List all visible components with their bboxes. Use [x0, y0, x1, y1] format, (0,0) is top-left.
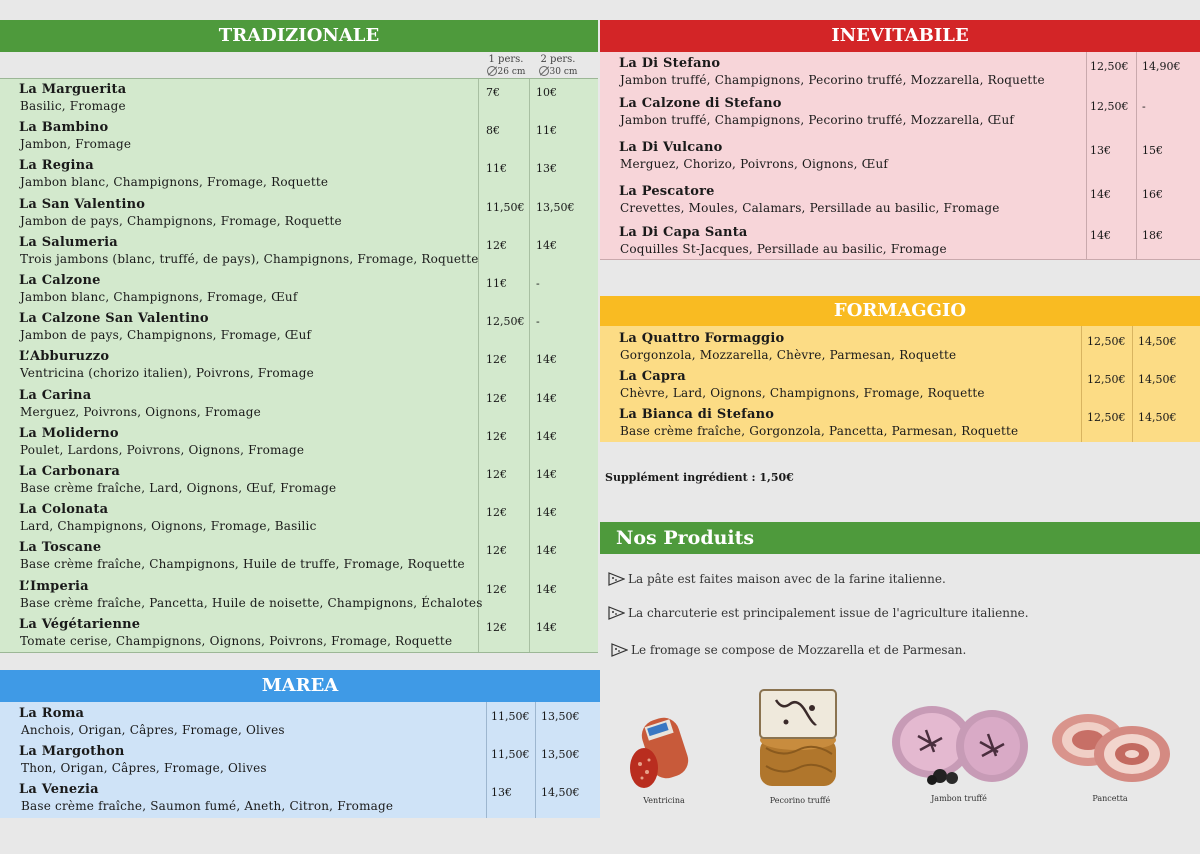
pizza-name: La Colonata	[19, 502, 109, 518]
pizza-ingredients: Base crème fraîche, Champignons, Huile de truffe, Fromage, Roquette	[20, 557, 465, 572]
pizza-name: La Di Stefano	[619, 56, 721, 71]
pizza-name: La Di Vulcano	[619, 140, 723, 155]
price-2-pers: 13,50€	[541, 748, 580, 761]
col-2-pers	[533, 54, 583, 78]
pizza-name: La San Valentino	[19, 196, 146, 212]
pizza-slice-icon	[611, 643, 628, 657]
price-2-pers: 14€	[536, 582, 557, 596]
menu-item	[600, 96, 1200, 136]
pizza-ingredients: Gorgonzola, Mozzarella, Chèvre, Parmesan, Roquette	[620, 348, 957, 362]
price-1-pers: 12,50€	[1090, 100, 1129, 113]
ventricina-caption: Ventricina	[643, 796, 685, 805]
price-2-pers: 13€	[536, 162, 557, 176]
price-2-pers: 14,50€	[1138, 335, 1177, 348]
pizza-name: La Venezia	[19, 782, 99, 797]
pizza-name: La Bianca di Stefano	[619, 407, 775, 422]
menu-item	[0, 120, 598, 158]
pizza-name: L’Abburuzzo	[19, 349, 110, 365]
menu-item	[0, 426, 598, 464]
pizza-ingredients: Jambon blanc, Champignons, Fromage, Œuf	[20, 290, 298, 304]
menu-item	[0, 82, 598, 120]
price-1-pers: 14€	[1090, 229, 1111, 242]
produit-bullet: La charcuterie est principalement issue de l'agriculture italienne.	[608, 606, 1029, 620]
menu-item	[0, 235, 598, 273]
pizza-name: La Carina	[19, 387, 92, 403]
price-1-pers: 12,50€	[1087, 411, 1126, 424]
pancetta-caption: Pancetta	[1092, 794, 1128, 803]
tradizionale-title: TRADIZIONALE	[218, 25, 380, 46]
ventricina-image	[622, 712, 706, 790]
pizza-slice-icon	[608, 606, 625, 620]
price-2-pers: -	[536, 315, 540, 329]
col-1-pers	[481, 54, 531, 78]
formaggio-header	[600, 296, 1200, 326]
pizza-ingredients: Thon, Origan, Câpres, Fromage, Olives	[21, 761, 267, 775]
price-1-pers: 12€	[486, 429, 507, 443]
marea-header	[0, 670, 600, 702]
produits-title: Nos Produits	[616, 527, 755, 549]
price-2-pers: 11€	[536, 124, 557, 138]
menu-item	[0, 158, 598, 196]
pizza-ingredients: Merguez, Poivrons, Oignons, Fromage	[20, 404, 261, 419]
price-2-pers: 10€	[536, 86, 557, 99]
col-1-size: 26 cm	[481, 66, 531, 78]
price-2-pers: 14,50€	[1138, 373, 1177, 386]
pizza-name: La Moliderno	[19, 425, 119, 441]
price-1-pers: 12€	[486, 391, 507, 405]
price-2-pers: 14€	[536, 620, 557, 634]
price-1-pers: 12€	[486, 238, 507, 252]
pizza-ingredients: Merguez, Chorizo, Poivrons, Oignons, Œuf	[620, 157, 889, 171]
price-1-pers: 12€	[486, 506, 507, 520]
price-2-pers: 13,50€	[541, 710, 580, 723]
price-1-pers: 11,50€	[491, 748, 530, 761]
price-1-pers: 13€	[491, 786, 512, 799]
pizza-ingredients: Base crème fraîche, Gorgonzola, Pancetta, Parmesan, Roquette	[620, 424, 1019, 438]
inevitabile-list	[600, 52, 1200, 260]
pizza-ingredients: Jambon de pays, Champignons, Fromage, Roquette	[20, 213, 342, 228]
menu-item	[0, 349, 598, 387]
supplement-note: Supplément ingrédient : 1,50€	[605, 471, 794, 484]
col-1-label: 1 pers.	[488, 54, 524, 65]
menu-item	[0, 502, 598, 540]
pizza-ingredients: Base crème fraîche, Pancetta, Huile de noisette, Champignons, Échalotes	[20, 595, 483, 610]
price-1-pers: 12,50€	[486, 315, 525, 329]
pizza-name: La Calzone San Valentino	[19, 311, 209, 327]
pizza-name: La Capra	[619, 369, 686, 384]
menu-item	[0, 540, 598, 578]
pizza-name: La Regina	[19, 158, 94, 174]
jambon-truffe-image	[888, 702, 1030, 788]
marea-title: MAREA	[261, 675, 339, 696]
price-2-pers: 18€	[1142, 229, 1163, 242]
price-1-pers: 12,50€	[1090, 60, 1129, 73]
price-1-pers: 11,50€	[486, 200, 525, 214]
price-2-pers: 14,50€	[1138, 411, 1177, 424]
price-2-pers: 14€	[536, 506, 557, 520]
pizza-name: La Marguerita	[19, 82, 127, 97]
pizza-ingredients: Coquilles St-Jacques, Persillade au basilic, Fromage	[620, 242, 947, 256]
pizza-name: La Roma	[19, 706, 85, 721]
jambon-truffe-caption: Jambon truffé	[931, 794, 987, 803]
pizza-name: La Pescatore	[619, 184, 715, 199]
price-2-pers: -	[1142, 100, 1146, 113]
price-1-pers: 14€	[1090, 188, 1111, 201]
product-pancetta	[1048, 706, 1172, 803]
menu-item	[0, 311, 598, 349]
pizza-ingredients: Base crème fraîche, Lard, Oignons, Œuf, Fromage	[20, 481, 337, 495]
menu-item	[0, 464, 598, 502]
price-1-pers: 8€	[486, 124, 500, 138]
price-1-pers: 7€	[486, 86, 500, 99]
menu-item	[0, 782, 600, 820]
price-2-pers: 13,50€	[536, 200, 575, 214]
pizza-ingredients: Crevettes, Moules, Calamars, Persillade au basilic, Fromage	[620, 201, 1000, 215]
price-1-pers: 12€	[486, 353, 507, 367]
price-2-pers: 14€	[536, 391, 557, 405]
pizza-ingredients: Trois jambons (blanc, truffé, de pays), Champignons, Fromage, Roquette	[20, 251, 479, 266]
menu-item	[0, 744, 600, 782]
product-jambon-truffe	[888, 702, 1030, 803]
menu-item	[0, 197, 598, 235]
price-1-pers: 12€	[486, 468, 507, 481]
pizza-ingredients: Jambon truffé, Champignons, Pecorino truffé, Mozzarella, Œuf	[620, 113, 1015, 127]
pancetta-image	[1048, 706, 1172, 788]
price-1-pers: 12€	[486, 544, 507, 558]
formaggio-list	[600, 326, 1200, 442]
product-ventricina	[622, 712, 706, 805]
pizza-ingredients: Jambon truffé, Champignons, Pecorino truffé, Mozzarella, Roquette	[620, 73, 1045, 87]
inevitabile-header	[600, 20, 1200, 52]
pizza-ingredients: Chèvre, Lard, Oignons, Champignons, Fromage, Roquette	[620, 386, 985, 400]
menu-item	[600, 407, 1200, 445]
col-2-label: 2 pers.	[540, 54, 576, 65]
tradizionale-list	[0, 79, 598, 653]
pizza-ingredients: Anchois, Origan, Câpres, Fromage, Olives	[21, 723, 285, 737]
tradizionale-column-headers	[0, 52, 598, 79]
menu-item	[600, 369, 1200, 407]
pizza-name: La Végétarienne	[19, 616, 141, 632]
pizza-name: La Margothon	[19, 744, 125, 759]
pizza-ingredients: Ventricina (chorizo italien), Poivrons, Fromage	[20, 366, 314, 381]
pizza-ingredients: Tomate cerise, Champignons, Oignons, Poivrons, Fromage, Roquette	[20, 633, 453, 648]
price-1-pers: 11,50€	[491, 710, 530, 723]
pecorino-image	[752, 688, 848, 790]
price-2-pers: 14€	[536, 544, 557, 558]
menu-item	[600, 331, 1200, 369]
product-pecorino	[752, 688, 848, 805]
price-2-pers: 14€	[536, 468, 557, 481]
pizza-name: La Bambino	[19, 120, 109, 136]
pizza-name: La Toscane	[19, 540, 102, 556]
pizza-name: La Calzone di Stefano	[619, 96, 782, 111]
pizza-slice-icon	[608, 572, 625, 586]
price-1-pers: 12€	[486, 620, 507, 634]
price-1-pers: 11€	[486, 162, 507, 176]
marea-list	[0, 702, 600, 818]
pizza-ingredients: Lard, Champignons, Oignons, Fromage, Basilic	[20, 519, 317, 534]
diameter-icon	[539, 66, 549, 76]
diameter-icon	[487, 66, 497, 76]
menu-item	[0, 388, 598, 426]
menu-item	[600, 140, 1200, 180]
price-2-pers: 16€	[1142, 188, 1163, 201]
price-2-pers: 14€	[536, 429, 557, 443]
price-2-pers: 14€	[536, 353, 557, 367]
menu-item	[600, 56, 1200, 96]
tradizionale-header	[0, 20, 598, 52]
price-2-pers: 15€	[1142, 144, 1163, 157]
pizza-ingredients: Jambon, Fromage	[20, 137, 132, 152]
formaggio-title: FORMAGGIO	[833, 300, 967, 321]
menu-item	[600, 225, 1200, 265]
pizza-name: La Carbonara	[19, 464, 121, 479]
price-2-pers: 14,50€	[541, 786, 580, 799]
price-1-pers: 11€	[486, 277, 507, 290]
price-2-pers: -	[536, 277, 540, 290]
pizza-ingredients: Base crème fraîche, Saumon fumé, Aneth, Citron, Fromage	[21, 799, 394, 813]
price-1-pers: 12€	[486, 582, 507, 596]
pecorino-caption: Pecorino truffé	[769, 796, 831, 805]
pizza-name: La Quattro Formaggio	[619, 331, 785, 346]
price-1-pers: 13€	[1090, 144, 1111, 157]
menu-item	[0, 706, 600, 744]
price-1-pers: 12,50€	[1087, 335, 1126, 348]
pizza-ingredients: Basilic, Fromage	[20, 99, 126, 113]
price-1-pers: 12,50€	[1087, 373, 1126, 386]
pizza-name: La Calzone	[19, 273, 101, 288]
produit-bullet: La pâte est faites maison avec de la farine italienne.	[608, 572, 946, 586]
pizza-name: La Di Capa Santa	[619, 225, 748, 240]
menu-item	[0, 579, 598, 617]
pizza-ingredients: Jambon de pays, Champignons, Fromage, Œuf	[20, 328, 312, 343]
menu-item	[600, 184, 1200, 224]
col-2-size: 30 cm	[533, 66, 583, 78]
price-2-pers: 14,90€	[1142, 60, 1181, 73]
price-2-pers: 14€	[536, 238, 557, 252]
menu-item	[0, 617, 598, 655]
pizza-name: L’Imperia	[19, 578, 89, 594]
produit-bullet: Le fromage se compose de Mozzarella et de Parmesan.	[611, 643, 966, 657]
pizza-name: La Salumeria	[19, 234, 118, 250]
produits-header	[600, 522, 1200, 554]
inevitabile-title: INEVITABILE	[831, 25, 969, 46]
menu-item	[0, 273, 598, 311]
pizza-ingredients: Poulet, Lardons, Poivrons, Oignons, Fromage	[20, 442, 305, 457]
pizza-ingredients: Jambon blanc, Champignons, Fromage, Roquette	[20, 175, 329, 190]
